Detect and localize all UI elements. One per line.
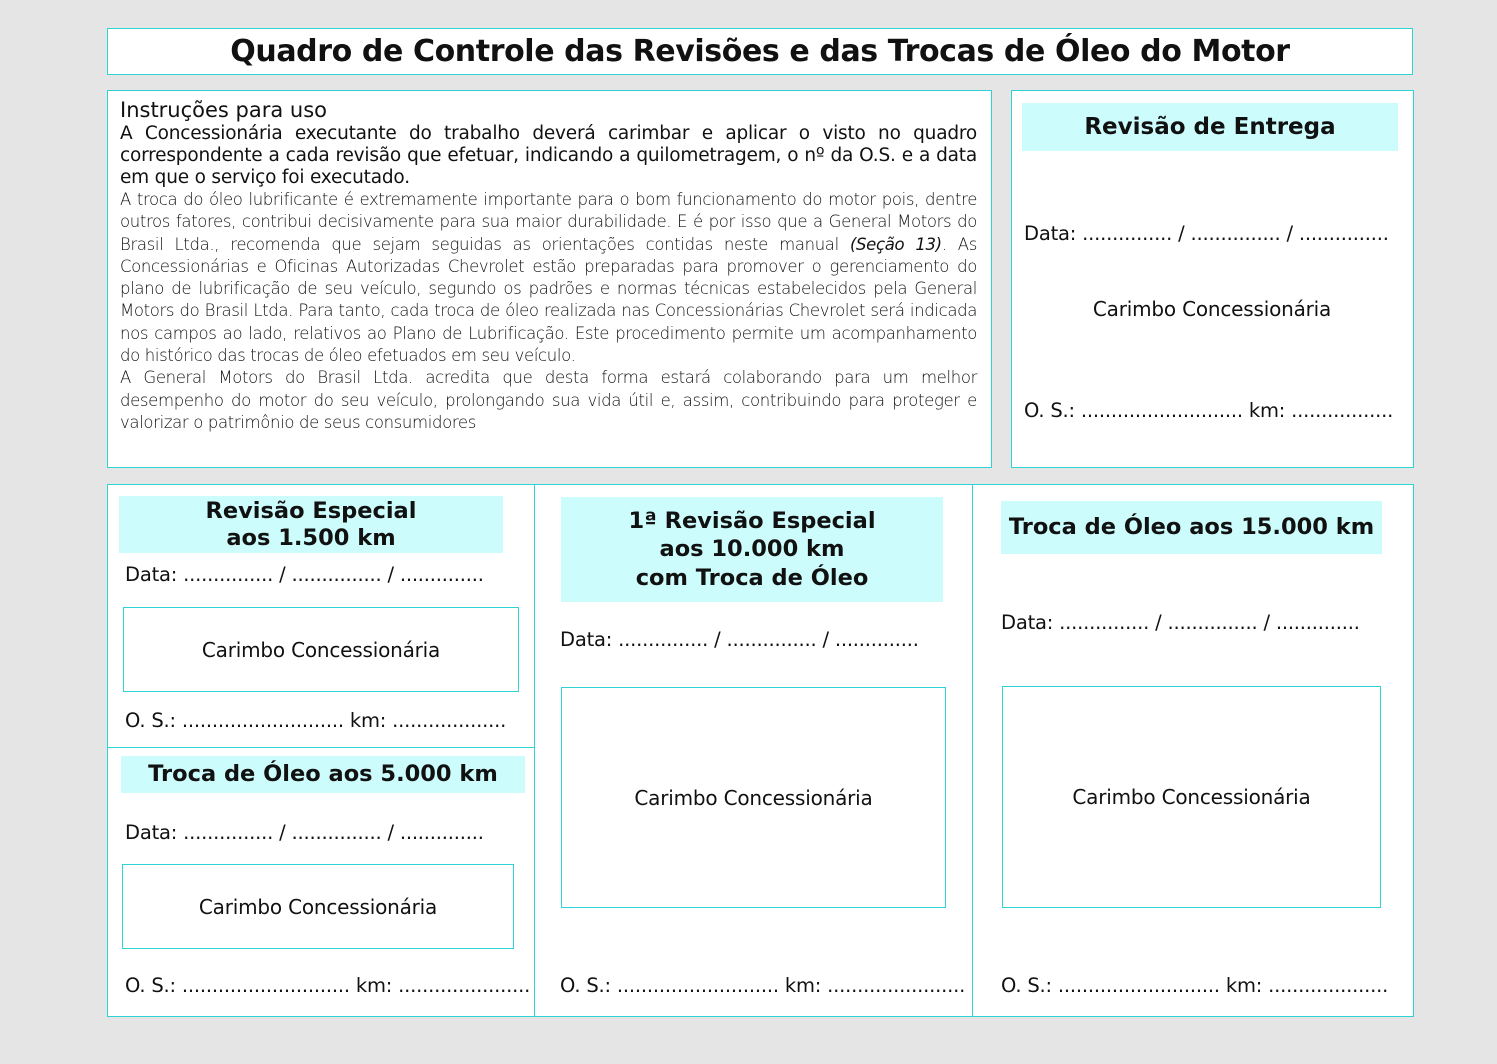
esp10000-header-line3: com Troca de Óleo — [635, 564, 869, 591]
page-title: Quadro de Controle das Revisões e das Trocas de Óleo do Motor — [230, 34, 1290, 69]
esp1500-header-line2: aos 1.500 km — [226, 524, 396, 551]
section-reference: (Seção 13) — [849, 234, 942, 254]
esp10000-os-km-field[interactable]: O. S.: ........................... km: ....................... — [560, 974, 966, 997]
esp10000-header-line1: 1ª Revisão Especial — [628, 507, 876, 534]
esp10000-header — [561, 497, 943, 602]
entrega-date-field[interactable]: Data: ............... / ............... / ............... — [1024, 222, 1389, 245]
oleo15000-stamp-area[interactable]: Carimbo Concessionária — [1002, 686, 1381, 908]
entrega-panel — [1011, 90, 1414, 468]
esp1500-os-km-field[interactable]: O. S.: ........................... km: ................... — [125, 709, 507, 732]
entrega-header: Revisão de Entrega — [1022, 103, 1398, 151]
instructions-lead: A Concessionária executante do trabalho deverá carimbar e aplicar o visto no quadro correspondente a cada revisão que efetuar, indicando a quilometragem, o nº da O.S. e a data em que o serviço foi executado. — [120, 123, 977, 188]
grid-divider-1 — [534, 485, 535, 1016]
title-box — [107, 28, 1413, 75]
esp1500-date-field[interactable]: Data: ............... / ............... / .............. — [125, 563, 484, 586]
instructions-heading: Instruções para uso — [120, 98, 328, 122]
paragraph-1-text-a: A troca do óleo lubrificante é extremamente importante para o bom funcionamento do motor pois, dentre outros fatores, contribui decisivamente para sua maior durabilidade. E é por isso que a General Motors do Brasil Ltda., recomenda que sejam seguidas as orientações contidas neste manual — [120, 190, 977, 254]
instructions-panel — [107, 90, 992, 468]
instructions-paragraph-1 — [120, 189, 977, 367]
oleo15000-header: Troca de Óleo aos 15.000 km — [1001, 501, 1382, 554]
oleo5000-header: Troca de Óleo aos 5.000 km — [121, 756, 525, 793]
grid-divider-2 — [972, 485, 973, 1016]
entrega-stamp-area[interactable]: Carimbo Concessionária — [1092, 297, 1332, 321]
oleo15000-date-field[interactable]: Data: ............... / ............... / .............. — [1001, 611, 1360, 634]
esp1500-header-line1: Revisão Especial — [205, 497, 417, 524]
oleo5000-os-km-field[interactable]: O. S.: ............................ km: ...................... — [125, 974, 531, 997]
esp10000-stamp-area[interactable]: Carimbo Concessionária — [561, 687, 946, 908]
esp10000-date-field[interactable]: Data: ............... / ............... / .............. — [560, 628, 919, 651]
revisions-grid — [107, 484, 1414, 1017]
oleo5000-date-field[interactable]: Data: ............... / ............... / .............. — [125, 821, 484, 844]
esp10000-header-line2: aos 10.000 km — [659, 536, 845, 563]
grid-divider-h — [108, 747, 534, 748]
entrega-os-km-field[interactable]: O. S.: ........................... km: ................. — [1024, 399, 1394, 422]
instructions-paragraph-2: A General Motors do Brasil Ltda. acredita que desta forma estará colaborando para um melhor desempenho do motor do seu veículo, prolongando sua vida útil e, assim, contribuindo para proteger e valorizar o patrimônio de seus consumidores — [120, 368, 977, 432]
paragraph-1-text-b: . As Concessionárias e Oficinas Autorizadas Chevrolet estão preparadas para promover o gerenciamento do plano de lubrificação de seu veículo, segundo os padrões e normas técnicas estabelecidos pela General Motors do Brasil Ltda. Para tanto, cada troca de óleo realizada nas Concessionárias Chevrolet será indicada nos campos ao lado, relativos ao Plano de Lubrificação. Este procedimento permite um acompanhamento do histórico das trocas de óleo efetuados em seu veículo. — [120, 234, 977, 366]
esp1500-stamp-area[interactable]: Carimbo Concessionária — [123, 607, 519, 692]
esp1500-header — [119, 496, 503, 553]
oleo5000-stamp-area[interactable]: Carimbo Concessionária — [122, 864, 514, 949]
oleo15000-os-km-field[interactable]: O. S.: ........................... km: .................... — [1001, 974, 1389, 997]
